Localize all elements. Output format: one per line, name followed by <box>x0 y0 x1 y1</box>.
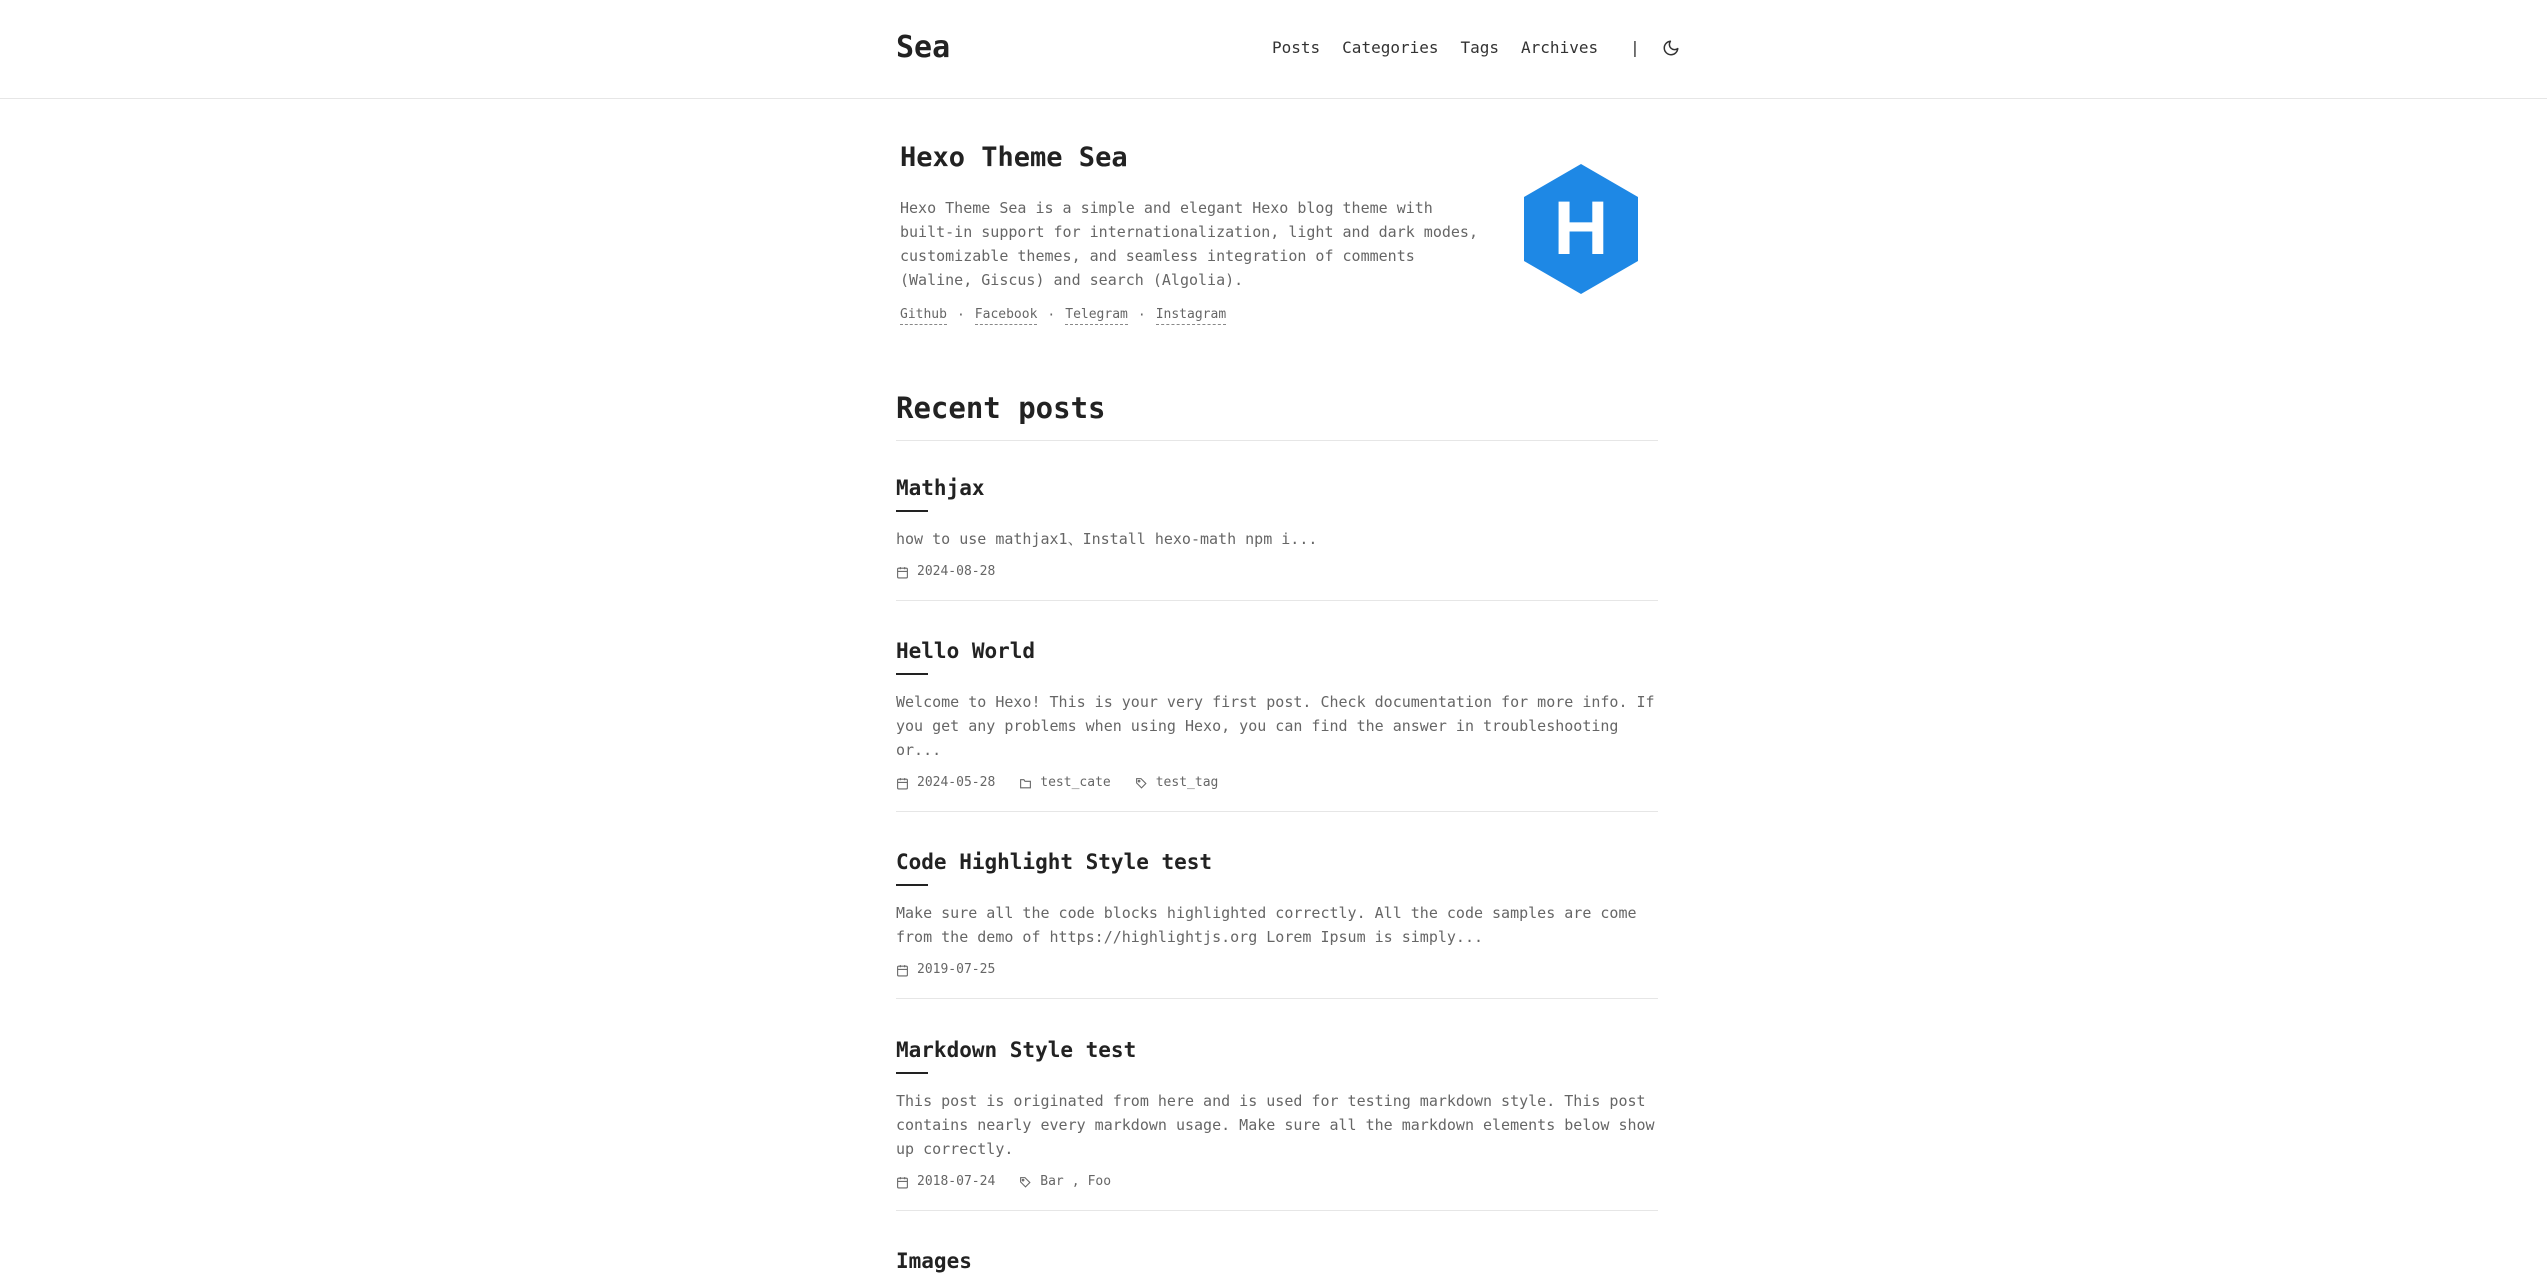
post-title[interactable]: Mathjax <box>896 476 985 500</box>
post-divider <box>896 998 1658 999</box>
post-item <box>896 637 1658 792</box>
profile-title: Hexo Theme Sea <box>900 142 1128 173</box>
post-date <box>896 774 995 792</box>
folder-icon <box>1019 777 1032 790</box>
post-category <box>1019 774 1110 792</box>
calendar-icon <box>896 777 909 790</box>
social-link-telegram[interactable]: Telegram <box>1065 306 1128 325</box>
tag-link[interactable]: test_tag <box>1155 775 1219 790</box>
recent-posts-heading: Recent posts <box>896 391 1106 425</box>
nav-categories[interactable]: Categories <box>1342 38 1439 57</box>
site-logo[interactable]: Sea <box>896 30 951 65</box>
social-link-instagram[interactable]: Instagram <box>1156 306 1226 325</box>
post-date-text: 2018-07-24 <box>917 1174 996 1189</box>
post-item <box>896 848 1658 979</box>
title-underline <box>896 673 928 675</box>
tag-icon <box>1135 777 1148 790</box>
social-separator: · <box>956 308 965 323</box>
moon-icon <box>1662 39 1680 57</box>
post-meta <box>896 961 1658 979</box>
post-title[interactable]: Hello World <box>896 639 1036 663</box>
calendar-icon <box>896 566 909 579</box>
tag-separator: , <box>1071 1174 1080 1189</box>
post-item <box>896 1036 1658 1191</box>
social-links <box>900 306 1226 325</box>
post-divider <box>896 1210 1658 1211</box>
theme-toggle-button[interactable] <box>1660 37 1682 59</box>
social-link-facebook[interactable]: Facebook <box>975 306 1038 325</box>
title-underline <box>896 1072 928 1074</box>
post-date-text: 2024-05-28 <box>917 775 996 790</box>
post-meta <box>896 774 1658 792</box>
post-title[interactable]: Code Highlight Style test <box>896 850 1213 874</box>
title-underline <box>896 510 928 512</box>
post-date-text: 2019-07-25 <box>917 962 996 977</box>
calendar-icon <box>896 1176 909 1189</box>
avatar-letter: H <box>1553 186 1609 271</box>
post-date <box>896 961 995 979</box>
post-tags <box>1019 1173 1111 1191</box>
site-header <box>0 0 2547 99</box>
post-title[interactable]: Images <box>896 1249 972 1273</box>
social-separator: · <box>1137 308 1146 323</box>
social-link-github[interactable]: Github <box>900 306 947 325</box>
profile-description: Hexo Theme Sea is a simple and elegant Hexo blog theme with built-in support for internationalization, light and dark modes, customizable themes, and seamless integration of comments (Waline, Giscus) and search (Algolia). <box>900 199 1478 289</box>
post-title[interactable]: Markdown Style test <box>896 1038 1137 1062</box>
social-separator: · <box>1047 308 1056 323</box>
post-tags <box>1135 774 1219 792</box>
nav-tags[interactable]: Tags <box>1460 38 1500 57</box>
category-link[interactable]: test_cate <box>1040 775 1111 790</box>
main-nav <box>1272 36 1682 60</box>
post-date <box>896 563 995 581</box>
nav-archives[interactable]: Archives <box>1521 38 1599 57</box>
post-item <box>896 474 1658 581</box>
post-meta <box>896 1173 1658 1191</box>
recent-divider <box>896 440 1658 441</box>
tag-icon <box>1019 1176 1032 1189</box>
avatar <box>1522 162 1640 296</box>
post-excerpt: This post is originated from here and is used for testing markdown style. This post contains nearly every markdown usage. Make sure all the markdown elements below show up correctly. <box>896 1092 1655 1158</box>
nav-posts[interactable]: Posts <box>1272 38 1321 57</box>
post-meta <box>896 563 1658 581</box>
title-underline <box>896 884 928 886</box>
post-excerpt: Make sure all the code blocks highlighted correctly. All the code samples are come from the demo of https://highlightjs.org Lorem Ipsum is simply... <box>896 904 1637 946</box>
post-divider <box>896 600 1658 601</box>
post-excerpt: how to use mathjax1、Install hexo-math npm i... <box>896 530 1318 548</box>
calendar-icon <box>896 964 909 977</box>
nav-separator: | <box>1630 38 1640 57</box>
post-divider <box>896 811 1658 812</box>
tag-link[interactable]: Bar <box>1040 1174 1064 1189</box>
post-date-text: 2024-08-28 <box>917 564 996 579</box>
post-excerpt: Welcome to Hexo! This is your very first post. Check documentation for more info. If you get any problems when using Hexo, you can find the answer in troubleshooting or... <box>896 693 1655 759</box>
tag-link[interactable]: Foo <box>1087 1174 1112 1189</box>
post-date <box>896 1173 995 1191</box>
